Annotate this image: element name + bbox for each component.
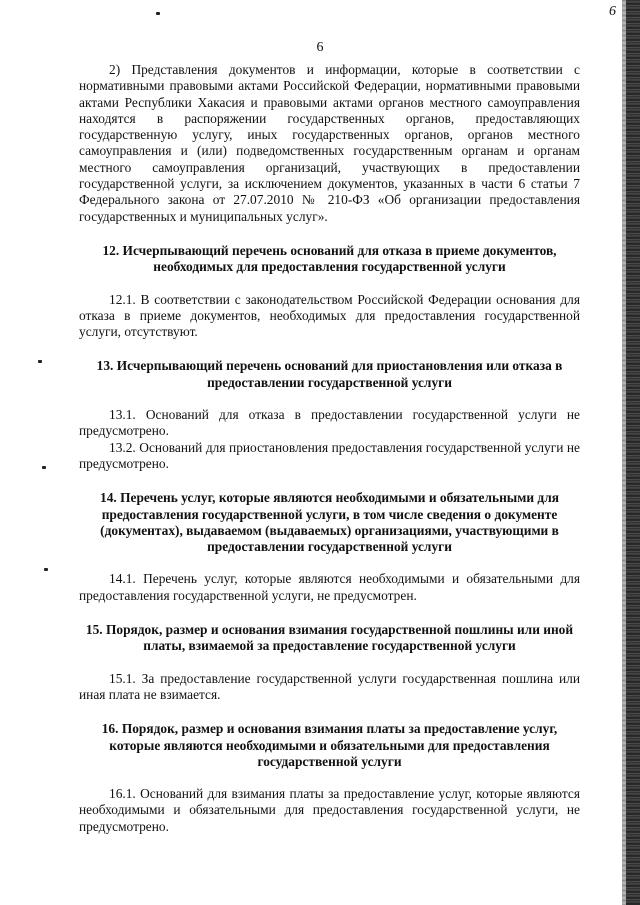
paragraph-14-1: 14.1. Перечень услуг, которые являются необходимыми и обязательными для предоставления государственной услуги, не предусмотрен.	[79, 571, 580, 603]
spacer	[79, 472, 580, 490]
paragraph-2-documents: 2) Представления документов и информации, которые в соответствии с нормативными правовыми актами Российской Федерации, нормативными правовыми актами Республики Хакасия и правовыми актами органов местного самоуправления находятся в распоряжении государственных органов, предоставляющих государственную услугу, иных государственных органов, органов местного самоуправления и (или) подведомственных государственным органам и органам местного самоуправления организаций, участвующих в предоставлении государственной услуги, за исключением документов, указанных в части 6 статьи 7 Федерального закона от 27.07.2010 № 210-ФЗ «Об организации предоставления государственных и муниципальных услуг».	[79, 62, 580, 224]
scan-speck	[38, 360, 42, 363]
corner-page-mark: 6	[609, 4, 616, 19]
section-heading-15: 15. Порядок, размер и основания взимания государственной пошлины или иной платы, взимаемой за предоставление государственной услуги	[85, 622, 574, 654]
paragraph-15-1: 15.1. За предоставление государственной услуги государственная пошлина или иная плата не взимается.	[79, 670, 580, 702]
scan-speck	[42, 466, 46, 469]
page-number: 6	[316, 40, 324, 55]
spacer	[79, 276, 580, 292]
section-heading-14: 14. Перечень услуг, которые являются необходимыми и обязательными для предоставления государственной услуги, в том числе сведения о документе (документах), выдаваемом (выдаваемых) организациями, участвующими в предоставлении государственной услуги	[100, 490, 559, 555]
scan-speck	[156, 12, 160, 15]
paragraph-13-1: 13.1. Оснований для отказа в предоставлении государственной услуги не предусмотрено.	[79, 407, 580, 439]
spacer	[79, 225, 580, 243]
paragraph-12-1: 12.1. В соответствии с законодательством Российской Федерации основания для отказа в приеме документов, необходимых для предоставления государственной услуги, отсутствуют.	[79, 291, 580, 340]
paragraph-16-1: 16.1. Оснований для взимания платы за предоставление услуг, которые являются необходимыми и обязательными для предоставления государственной услуги, не предусмотрено.	[79, 786, 580, 834]
section-heading-12: 12. Исчерпывающий перечень оснований для отказа в приеме документов, необходимых для предоставления государственной услуги	[102, 242, 557, 275]
spacer	[79, 391, 580, 407]
section-heading-13: 13. Исчерпывающий перечень оснований для приостановления или отказа в предоставлении государственной услуги	[96, 358, 563, 390]
spacer	[79, 770, 580, 786]
spacer	[79, 340, 580, 358]
spacer	[79, 555, 580, 571]
section-heading-16: 16. Порядок, размер и основания взимания платы за предоставление услуг, которые являются необходимыми и обязательными для предоставления государственной услуги	[101, 721, 558, 769]
spacer	[79, 655, 580, 671]
scan-edge	[626, 0, 640, 905]
spacer	[79, 604, 580, 622]
scan-speck	[44, 568, 48, 571]
spacer	[79, 703, 580, 721]
document-body	[79, 62, 580, 835]
paragraph-13-2: 13.2. Оснований для приостановления предоставления государственной услуги не предусмотрено.	[79, 439, 580, 471]
